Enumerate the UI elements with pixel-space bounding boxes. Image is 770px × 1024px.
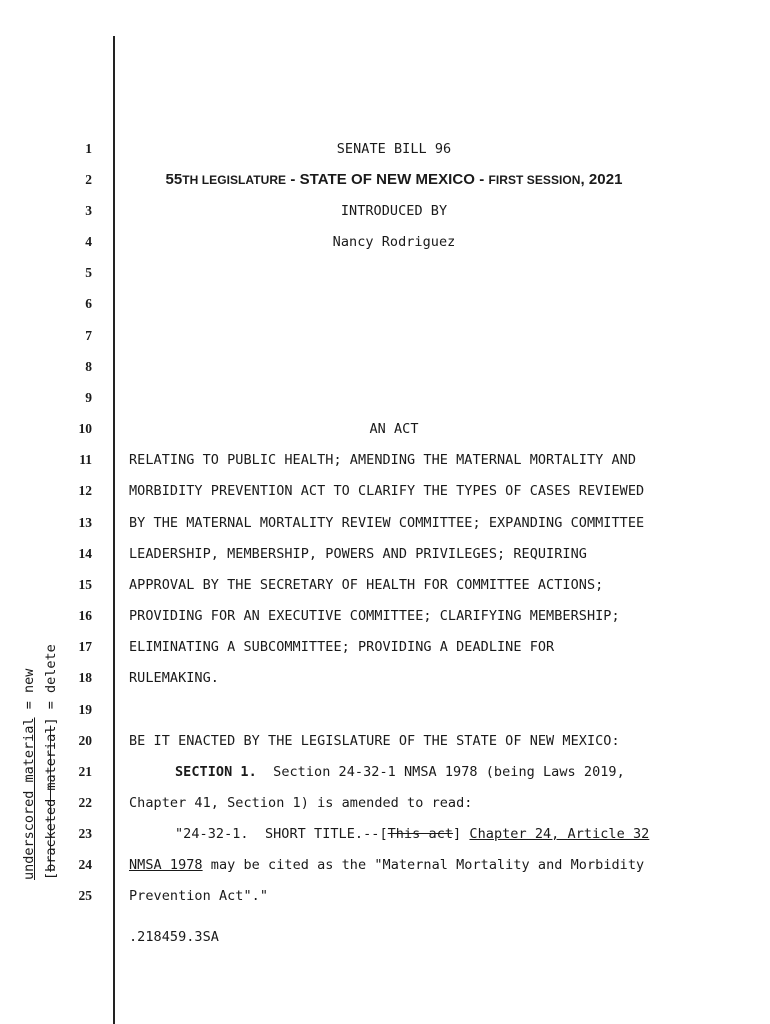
line-number: 14: [78, 546, 92, 561]
line-number: 17: [78, 639, 92, 654]
line-number: 16: [78, 608, 92, 623]
act-name-line: Prevention Act".": [129, 888, 269, 904]
legend-delete-suffix: ] = delete: [43, 644, 59, 726]
deleted-text: This act: [387, 826, 454, 842]
short-title-prefix: "24-32-1. SHORT TITLE.--[: [175, 826, 388, 842]
title-line: APPROVAL BY THE SECRETARY OF HEALTH FOR COMMITTEE ACTIONS;: [129, 577, 604, 593]
section-1-line: [175, 763, 770, 781]
line-number: 4: [85, 234, 92, 249]
line-number: 6: [85, 296, 92, 311]
section-1-continuation: Chapter 41, Section 1) is amended to read:: [129, 795, 473, 811]
title-line: RELATING TO PUBLIC HEALTH; AMENDING THE MATERNAL MORTALITY AND: [129, 452, 637, 468]
line-number: 10: [78, 421, 92, 436]
legend-underscored: underscored material: [21, 717, 37, 880]
line-number: 22: [78, 795, 92, 810]
line-number: 13: [78, 515, 92, 530]
line-number: 24: [78, 857, 92, 872]
margin-legend: [18, 644, 62, 880]
legend-bracket-open: [: [43, 871, 59, 880]
legislature-heading: [129, 171, 659, 189]
document-code: .218459.3SA: [129, 929, 219, 945]
title-line: BY THE MATERNAL MORTALITY REVIEW COMMITTEE; EXPANDING COMMITTEE: [129, 515, 645, 531]
title-line: ELIMINATING A SUBCOMMITTEE; PROVIDING A DEADLINE FOR: [129, 639, 555, 655]
margin-rule: [113, 36, 115, 1024]
session-label: FIRST SESSION: [488, 173, 581, 187]
legend-bracketed: bracketed material: [43, 725, 59, 872]
introduced-by: INTRODUCED BY: [340, 203, 448, 219]
line-number: 19: [78, 702, 92, 717]
line-number: 12: [78, 483, 92, 498]
line-number: 11: [79, 452, 92, 467]
line-number: 20: [78, 733, 92, 748]
heading-dash: -: [286, 171, 300, 188]
session-year: , 2021: [580, 171, 623, 188]
legend-new-suffix: = new: [21, 668, 37, 718]
line-number: 1: [85, 141, 92, 156]
line-number: 18: [78, 670, 92, 685]
heading-dash: -: [475, 171, 489, 188]
new-text: NMSA 1978: [129, 857, 203, 873]
section-text: Section 24-32-1 NMSA 1978 (being Laws 2019,: [256, 764, 625, 780]
line-number: 15: [78, 577, 92, 592]
line-number: 5: [85, 265, 92, 280]
citation-line: [129, 856, 749, 874]
title-line: LEADERSHIP, MEMBERSHIP, POWERS AND PRIVILEGES; REQUIRING: [129, 546, 587, 562]
line-number: 25: [78, 888, 92, 903]
legislature-number: 55: [165, 171, 183, 188]
an-act-heading: AN ACT: [369, 421, 419, 437]
bracket-close: ]: [453, 826, 470, 842]
line-number: 8: [85, 359, 92, 374]
legend-new: [18, 644, 40, 880]
short-title-line: [175, 825, 770, 843]
title-line: PROVIDING FOR AN EXECUTIVE COMMITTEE; CLARIFYING MEMBERSHIP;: [129, 608, 620, 624]
legislature-label: TH LEGISLATURE: [182, 173, 287, 187]
legend-delete: [40, 644, 62, 880]
line-number: 3: [85, 203, 92, 218]
citation-text: may be cited as the "Maternal Mortality and Morbidity: [202, 857, 645, 873]
title-line: MORBIDITY PREVENTION ACT TO CLARIFY THE TYPES OF CASES REVIEWED: [129, 483, 645, 499]
new-text: Chapter 24, Article 32: [469, 826, 650, 842]
line-number: 7: [85, 328, 92, 343]
state-name: STATE OF NEW MEXICO: [299, 171, 475, 188]
line-number: 21: [78, 764, 92, 779]
line-number: 9: [85, 390, 92, 405]
line-number: 23: [78, 826, 92, 841]
bill-number: SENATE BILL 96: [336, 141, 452, 157]
line-number: 2: [85, 172, 92, 187]
enacting-clause: BE IT ENACTED BY THE LEGISLATURE OF THE STATE OF NEW MEXICO:: [129, 733, 620, 749]
section-label: SECTION 1.: [175, 764, 257, 780]
sponsor-name: Nancy Rodriguez: [332, 234, 456, 250]
title-line: RULEMAKING.: [129, 670, 219, 686]
